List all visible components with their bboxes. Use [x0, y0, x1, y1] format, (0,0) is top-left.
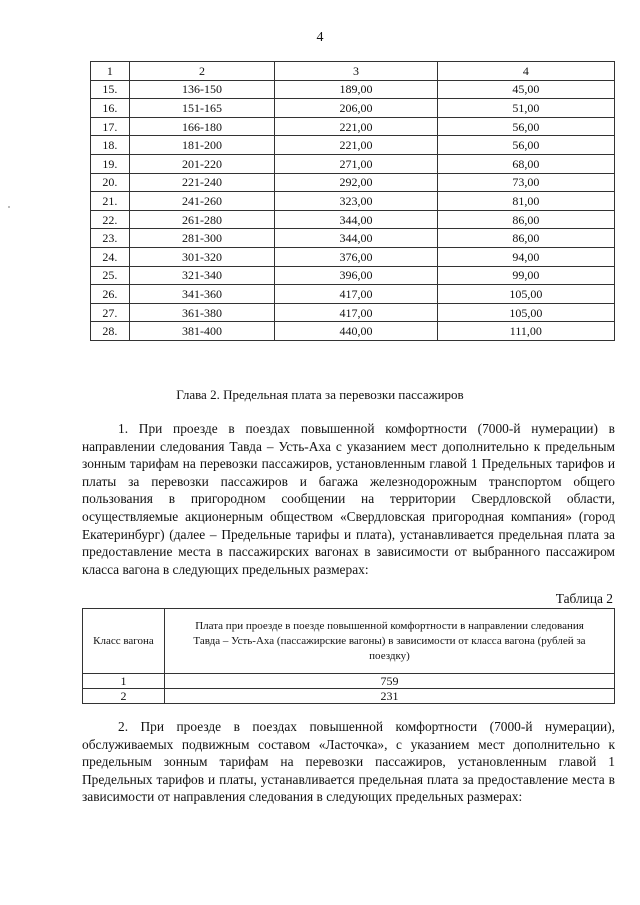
tariff-value-cell: 376,00 — [275, 247, 437, 266]
table-row — [83, 689, 615, 704]
zone-range-cell: 261-280 — [129, 210, 275, 229]
tariff-value-cell: 221,00 — [275, 136, 437, 155]
row-number-cell: 19. — [91, 154, 130, 173]
tariff-value-cell: 396,00 — [275, 266, 437, 285]
zone-range-cell: 201-220 — [129, 154, 275, 173]
row-number-cell: 16. — [91, 99, 130, 118]
tariff-value-cell: 56,00 — [437, 136, 614, 155]
row-number-cell: 15. — [91, 80, 130, 99]
table-row — [91, 303, 615, 322]
tariff-value-cell: 292,00 — [275, 173, 437, 192]
row-number-cell: 28. — [91, 322, 130, 341]
table-row — [91, 322, 615, 341]
tariff-value-cell: 344,00 — [275, 210, 437, 229]
zone-range-cell: 361-380 — [129, 303, 275, 322]
tariff-value-cell: 81,00 — [437, 192, 614, 211]
paragraph-1: 1. При проезде в поездах повышенной комфортности (7000-й нумерации) в направлении следования Тавда – Усть-Аха с указанием мест дополнительно к предельным зонным тарифам на перевозки пассажиров, установленным главой 1 Предельных тарифов и платы за перевозки пассажиров и багажа железнодорожным транспортом общего пользования в пригородном сообщении на территории Свердловской области, осуществляемые акционерным обществом «Свердловская пригородная компания» (город Екатеринбург) (далее – Предельные тарифы и плата), устанавливается предельная плата за предоставление места в пассажирских вагонах в зависимости от выбранного пассажиром класса вагона в следующих предельных размерах: — [82, 421, 615, 577]
class-cell: 2 — [83, 689, 165, 704]
zone-range-cell: 321-340 — [129, 266, 275, 285]
table-row — [91, 229, 615, 248]
zone-range-cell: 136-150 — [129, 80, 275, 99]
table-header-cell: 2 — [129, 62, 275, 81]
tariff-value-cell: 56,00 — [437, 117, 614, 136]
row-number-cell: 24. — [91, 247, 130, 266]
table-row — [91, 117, 615, 136]
row-number-cell: 18. — [91, 136, 130, 155]
tariff-value-cell: 45,00 — [437, 80, 614, 99]
table-row — [91, 136, 615, 155]
row-number-cell: 27. — [91, 303, 130, 322]
tariff-value-cell: 344,00 — [275, 229, 437, 248]
paragraph-2: 2. При проезде в поездах повышенной комфортности (7000-й нумерации), обслуживаемых подвижным составом «Ласточка», с указанием мест дополнительно к предельным зонным тарифам на перевозки пассажиров, установленным главой 1 Предельных тарифов и платы, устанавливается предельная плата за предоставление места в зависимости от направления следования в следующих предельных размерах: — [82, 719, 615, 805]
table-row — [91, 173, 615, 192]
table-header-cell: 1 — [91, 62, 130, 81]
tariff-value-cell: 323,00 — [275, 192, 437, 211]
table-row — [91, 210, 615, 229]
tariff-value-cell: 73,00 — [437, 173, 614, 192]
class-column-header: Класс вагона — [83, 609, 165, 674]
table-row — [91, 266, 615, 285]
table-header-cell: 4 — [437, 62, 614, 81]
tariff-value-cell: 51,00 — [437, 99, 614, 118]
table-header-row — [91, 62, 615, 81]
chapter-title: Глава 2. Предельная плата за перевозки пассажиров — [176, 387, 464, 402]
page-number: 4 — [316, 30, 324, 45]
table-row — [91, 99, 615, 118]
table-row — [91, 154, 615, 173]
tariff-value-cell: 221,00 — [275, 117, 437, 136]
table-header-row — [83, 609, 615, 674]
row-number-cell: 22. — [91, 210, 130, 229]
table-2-label: Таблица 2 — [555, 591, 613, 606]
tariff-value-cell: 111,00 — [437, 322, 614, 341]
tariff-value-cell: 417,00 — [275, 285, 437, 304]
row-number-cell: 21. — [91, 192, 130, 211]
table-row — [91, 80, 615, 99]
zone-range-cell: 151-165 — [129, 99, 275, 118]
row-number-cell: 17. — [91, 117, 130, 136]
fee-column-header: Плата при проезде в поезде повышенной комфортности в направлении следования Тавда – Усть-Аха (пассажирские вагоны) в зависимости от класса вагона (рублей за поездку) — [165, 609, 615, 674]
zone-range-cell: 241-260 — [129, 192, 275, 211]
tariff-value-cell: 86,00 — [437, 229, 614, 248]
class-fee-table — [82, 608, 615, 704]
table-row — [91, 285, 615, 304]
table-header-cell: 3 — [275, 62, 437, 81]
zone-range-cell: 281-300 — [129, 229, 275, 248]
fee-cell: 759 — [165, 674, 615, 689]
row-number-cell: 20. — [91, 173, 130, 192]
table-row — [91, 247, 615, 266]
zone-range-cell: 166-180 — [129, 117, 275, 136]
tariff-value-cell: 271,00 — [275, 154, 437, 173]
row-number-cell: 26. — [91, 285, 130, 304]
tariff-table — [90, 61, 615, 341]
tariff-value-cell: 206,00 — [275, 99, 437, 118]
tariff-value-cell: 86,00 — [437, 210, 614, 229]
zone-range-cell: 341-360 — [129, 285, 275, 304]
row-number-cell: 23. — [91, 229, 130, 248]
row-number-cell: 25. — [91, 266, 130, 285]
tariff-value-cell: 99,00 — [437, 266, 614, 285]
zone-range-cell: 181-200 — [129, 136, 275, 155]
table-row — [91, 192, 615, 211]
tariff-value-cell: 105,00 — [437, 285, 614, 304]
fee-cell: 231 — [165, 689, 615, 704]
tariff-value-cell: 417,00 — [275, 303, 437, 322]
tariff-value-cell: 94,00 — [437, 247, 614, 266]
tariff-value-cell: 105,00 — [437, 303, 614, 322]
class-cell: 1 — [83, 674, 165, 689]
zone-range-cell: 301-320 — [129, 247, 275, 266]
tariff-value-cell: 440,00 — [275, 322, 437, 341]
table-row — [83, 674, 615, 689]
zone-range-cell: 381-400 — [129, 322, 275, 341]
scan-speck — [8, 206, 10, 208]
zone-range-cell: 221-240 — [129, 173, 275, 192]
tariff-value-cell: 68,00 — [437, 154, 614, 173]
tariff-value-cell: 189,00 — [275, 80, 437, 99]
